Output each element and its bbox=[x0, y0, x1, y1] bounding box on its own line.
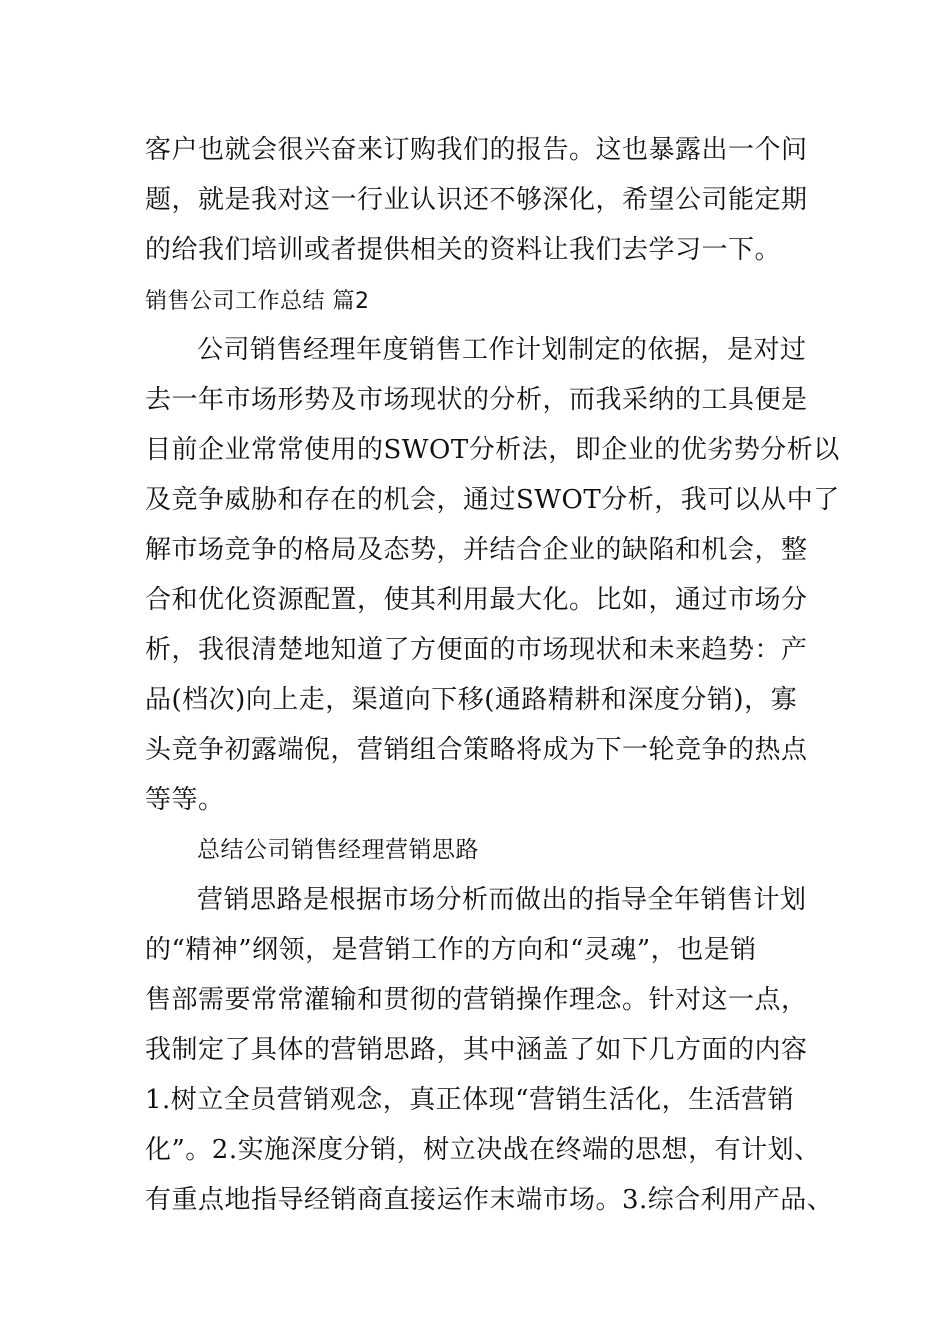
paragraph-first-line: 营销思路是根据市场分析而做出的指导全年销售计划 bbox=[197, 885, 807, 915]
text-line: 及竞争威胁和存在的机会，通过SWOT分析，我可以从中了 bbox=[145, 485, 840, 515]
text-line: 合和优化资源配置，使其利用最大化。比如，通过市场分 bbox=[145, 585, 808, 615]
text-line: 解市场竞争的格局及态势，并结合企业的缺陷和机会，整 bbox=[145, 535, 808, 565]
subheading: 总结公司销售经理营销思路 bbox=[197, 837, 479, 863]
text-line: 等等。 bbox=[145, 785, 225, 815]
text-line: 化”。2.实施深度分销，树立决战在终端的思想，有计划、 bbox=[145, 1135, 821, 1165]
text-line: 去一年市场形势及市场现状的分析，而我采纳的工具便是 bbox=[145, 385, 808, 415]
text-line: 析，我很清楚地知道了方便面的市场现状和未来趋势：产 bbox=[145, 635, 808, 665]
text-line: 品(档次)向上走，渠道向下移(通路精耕和深度分销)，寡 bbox=[145, 685, 798, 715]
text-line: 售部需要常常灌输和贯彻的营销操作理念。针对这一点， bbox=[145, 985, 808, 1015]
text-line: 有重点地指导经销商直接运作末端市场。3.综合利用产品、 bbox=[145, 1185, 834, 1215]
text-line: 目前企业常常使用的SWOT分析法，即企业的优劣势分析以 bbox=[145, 435, 840, 465]
text-line: 头竞争初露端倪，营销组合策略将成为下一轮竞争的热点 bbox=[145, 735, 808, 765]
text-line: 题，就是我对这一行业认识还不够深化，希望公司能定期 bbox=[145, 185, 808, 215]
text-line: 的“精神”纲领，是营销工作的方向和“灵魂”，也是销 bbox=[145, 935, 757, 965]
text-line: 客户也就会很兴奋来订购我们的报告。这也暴露出一个问 bbox=[145, 135, 808, 165]
text-line: 我制定了具体的营销思路，其中涵盖了如下几方面的内容 bbox=[145, 1035, 808, 1065]
text-line: 的给我们培训或者提供相关的资料让我们去学习一下。 bbox=[145, 235, 782, 265]
section-heading: 销售公司工作总结 篇2 bbox=[145, 289, 370, 314]
text-line: 1.树立全员营销观念，真正体现“营销生活化，生活营销 bbox=[145, 1085, 795, 1115]
paragraph-first-line: 公司销售经理年度销售工作计划制定的依据，是对过 bbox=[197, 335, 807, 365]
